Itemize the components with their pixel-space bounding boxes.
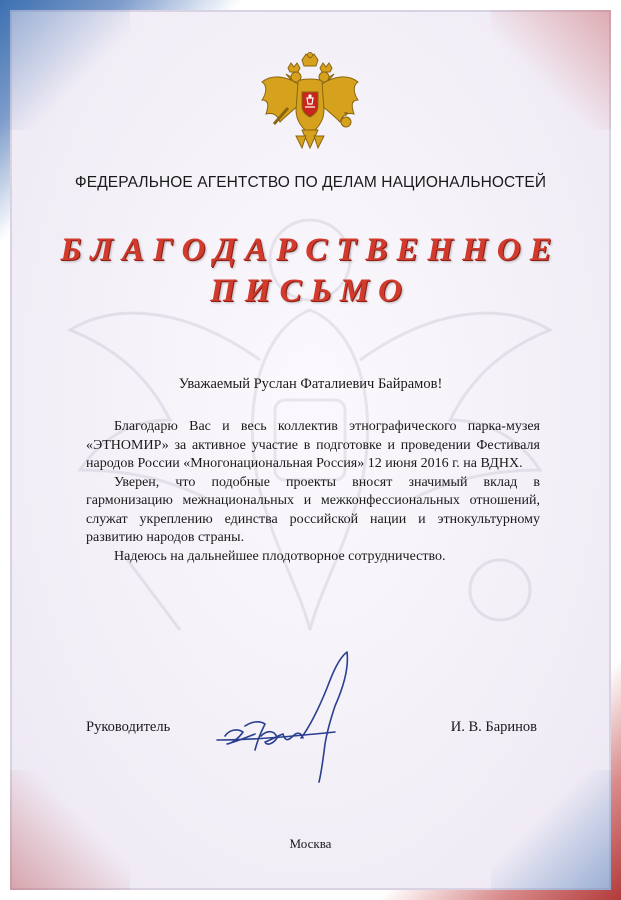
corner-ornament — [10, 770, 130, 890]
letter-title: БЛАГОДАРСТВЕННОЕ — [60, 232, 561, 268]
handwritten-signature-icon — [215, 648, 365, 788]
body-paragraph: Надеюсь на дальнейшее плодотворное сотрудничество. — [114, 548, 446, 564]
signer-name: И. В. Баринов — [450, 719, 537, 735]
corner-ornament — [491, 10, 611, 130]
greeting: Уважаемый Руслан Фаталиевич Байрамов! — [178, 376, 443, 392]
body-paragraph: Уверен, что подобные проекты вносят значимый вклад в гармонизацию межнациональных и межконфессиональных отношений, служат укреплению единства российской нации и этнокультурному развитию народов страны. — [86, 474, 540, 545]
corner-ornament — [491, 770, 611, 890]
body-paragraph: Благодарю Вас и весь коллектив этнографического парка-музея «ЭТНОМИР» за активное участие в подготовке и проведении Фестиваля народов России «Многонациональная Россия» 12 июня 2016 г. на ВДНХ. — [86, 419, 540, 471]
coat-of-arms-icon — [258, 52, 362, 154]
agency-name: ФЕДЕРАЛЬНОЕ АГЕНТСТВО ПО ДЕЛАМ НАЦИОНАЛЬНОСТЕЙ — [74, 174, 547, 191]
signer-role: Руководитель — [86, 719, 171, 735]
letter-body — [86, 418, 540, 566]
letter-title-second-line: ПИСЬМО — [210, 273, 411, 309]
city: Москва — [289, 836, 332, 851]
corner-ornament — [10, 10, 130, 130]
